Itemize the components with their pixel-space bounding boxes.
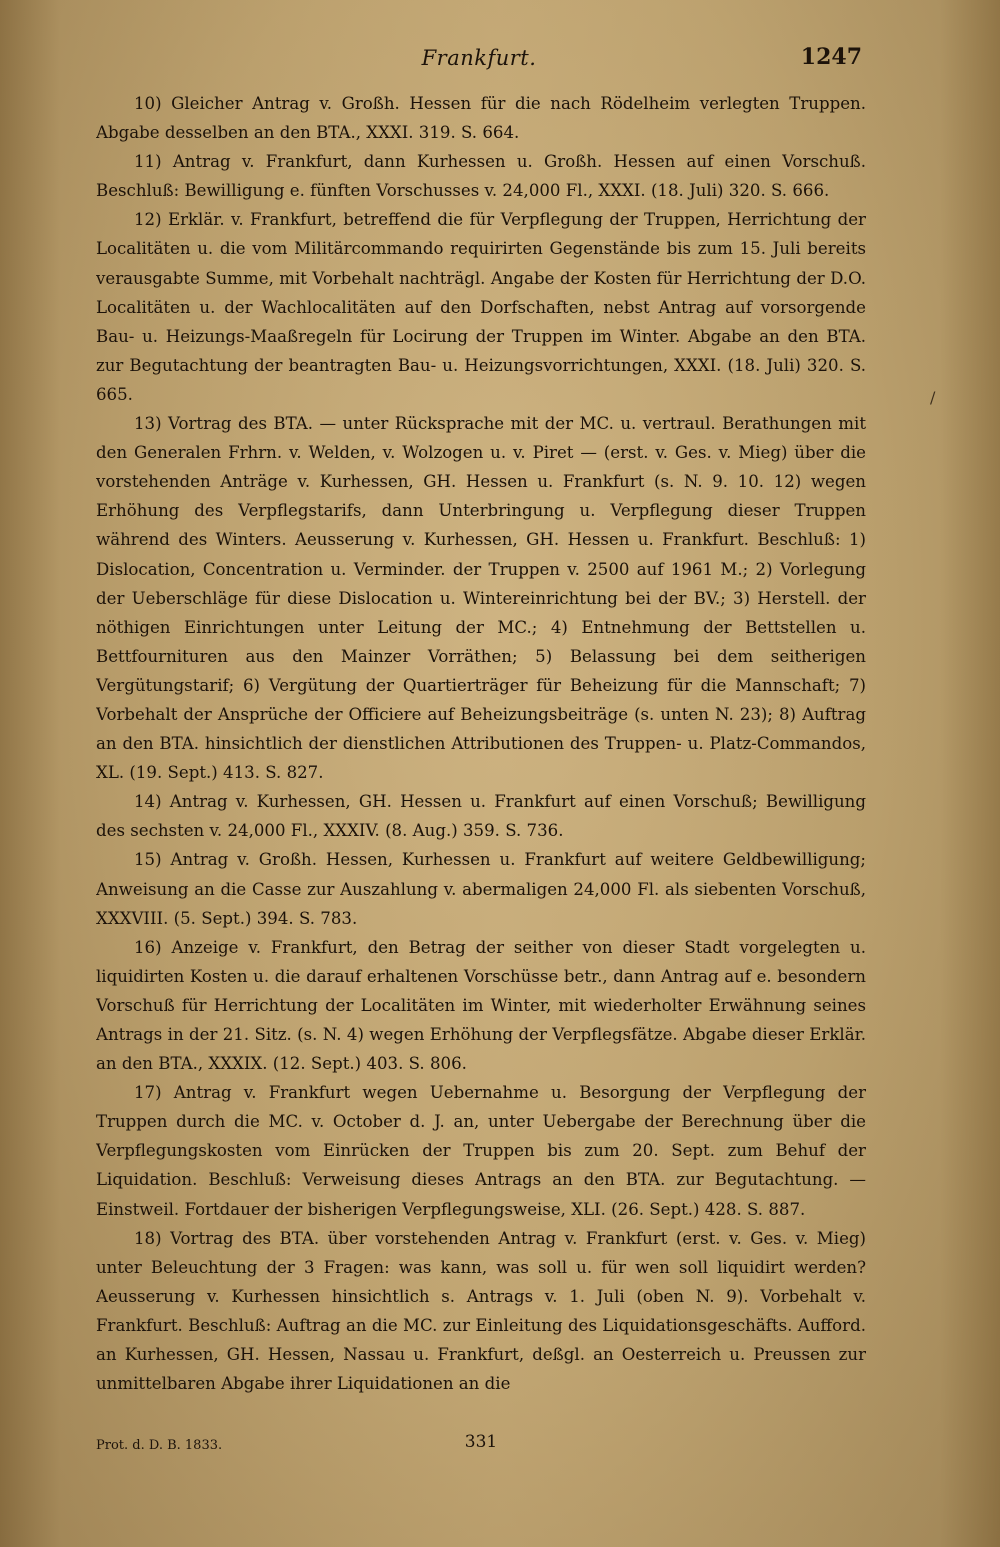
page-footer — [96, 1432, 866, 1458]
page-header — [96, 40, 862, 80]
entry-12: 12) Erklär. v. Frankfurt, betreffend die für Verpflegung der Truppen, Herrichtung der Localitäten u. die vom Militärcommando requirirten Gegenstände bis zum 15. Juli bereits verausgabte Summe, mit Vorbehalt nachträgl. Angabe der Kosten für Herrichtung der D.O. Localitäten u. der Wachlocalitäten auf den Dorfschaften, nebst Antrag auf vorsorgende Bau- u. Heizungs-Maaßregeln für Locirung der Truppen im Winter. Abgabe an den BTA. zur Begutachtung der beantragten Bau- u. Heizungsvorrichtungen, XXXI. (18. Juli) 320. S. 665. — [96, 210, 866, 404]
entry-11: 11) Antrag v. Frankfurt, dann Kurhessen u. Großh. Hessen auf einen Vorschuß. Beschluß: Bewilligung e. fünften Vorschusses v. 24,000 Fl., XXXI. (18. Juli) 320. S. 666. — [96, 152, 866, 201]
entry-18: 18) Vortrag des BTA. über vorstehenden Antrag v. Frankfurt (erst. v. Ges. v. Mieg) unter Beleuchtung der 3 Fragen: was kann, was soll u. für wen soll liquidirt werden? Aeusserung v. Kurhessen hinsichtlich s. Antrags v. 1. Juli (oben N. 9). Vorbehalt v. Frankfurt. Beschluß: Auftrag an die MC. zur Einleitung des Liquidationsgeschäfts. Aufford. an Kurhessen, GH. Hessen, Nassau u. Frankfurt, deßgl. an Oesterreich u. Preussen zur unmittelbaren Abgabe ihrer Liquidationen an die — [96, 1228, 866, 1394]
margin-mark: / — [930, 388, 936, 407]
entry-14: 14) Antrag v. Kurhessen, GH. Hessen u. Frankfurt auf einen Vorschuß; Bewilligung des sechsten v. 24,000 Fl., XXXIV. (8. Aug.) 359. S. 736. — [96, 792, 866, 841]
text-body — [96, 89, 866, 1429]
entry-16: 16) Anzeige v. Frankfurt, den Betrag der seither von dieser Stadt vorgelegten u. liquidirten Kosten u. die darauf erhaltenen Vorschüsse betr., dann Antrag auf e. besondern Vorschuß für Herrichtung der Localitäten im Winter, mit wiederholter Erwähnung seines Antrags in der 21. Sitz. (s. N. 4) wegen Erhöhung der Verpflegsfätze. Abgabe dieser Erklär. an den BTA., XXXIX. (12. Sept.) 403. S. 806. — [96, 937, 866, 1074]
entry-17: 17) Antrag v. Frankfurt wegen Uebernahme u. Besorgung der Verpflegung der Truppen durch die MC. v. October d. J. an, unter Uebergabe der Berechnung über die Verpflegungskosten vom Einrücken der Truppen bis zum 20. Sept. zum Behuf der Liquidation. Beschluß: Verweisung dieses Antrags an den BTA. zur Begutachtung. — Einstweil. Fortdauer der bisherigen Verpflegungsweise, XLI. (26. Sept.) 428. S. 887. — [96, 1083, 866, 1219]
running-head: Frankfurt. — [421, 46, 537, 70]
entry-13: 13) Vortrag des BTA. — unter Rücksprache mit der MC. u. vertraul. Berathungen mit den Generalen Frhrn. v. Welden, v. Wolzogen u. v. Piret — (erst. v. Ges. v. Mieg) über die vorstehenden Anträge v. Kurhessen, GH. Hessen u. Frankfurt (s. N. 9. 10. 12) wegen Erhöhung des Verpflegstarifs, dann Unterbringung u. Verpflegung dieser Truppen während des Winters. Aeusserung v. Kurhessen, GH. Hessen u. Frankfurt. Beschluß: 1) Dislocation, Concentration u. Verminder. der Truppen v. 2500 auf 1961 M.; 2) Vorlegung der Ueberschläge für diese Dislocation u. Wintereinrichtung bei der BV.; 3) Herstell. der nöthigen Einrichtungen unter Leitung der MC.; 4) Entnehmung der Bettstellen u. Bettfournituren aus den Mainzer Vorräthen; 5) Belassung bei dem seitherigen Vergütungstarif; 6) Vergütung der Quartierträger für Beheizung für die Mannschaft; 7) Vorbehalt der Ansprüche der Officiere auf Beheizungsbeiträge (s. unten N. 23); 8) Auftrag an den BTA. hinsichtlich der dienstlichen Attributionen des Truppen- u. Platz-Commandos, XL. (19. Sept.) 413. S. 827. — [96, 414, 866, 783]
signature-mark: 331 — [464, 1432, 498, 1452]
entry-15: 15) Antrag v. Großh. Hessen, Kurhessen u. Frankfurt auf weitere Geldbewilligung; Anweisung an die Casse zur Auszahlung v. abermaligen 24,000 Fl. als siebenten Vorschuß, XXXVIII. (5. Sept.) 394. S. 783. — [96, 850, 866, 928]
footer-source: Prot. d. D. B. 1833. — [96, 1438, 223, 1453]
page-number: 1247 — [800, 44, 862, 70]
entry-10: 10) Gleicher Antrag v. Großh. Hessen für die nach Rödelheim verlegten Truppen. Abgabe desselben an den BTA., XXXI. 319. S. 664. — [96, 94, 866, 143]
